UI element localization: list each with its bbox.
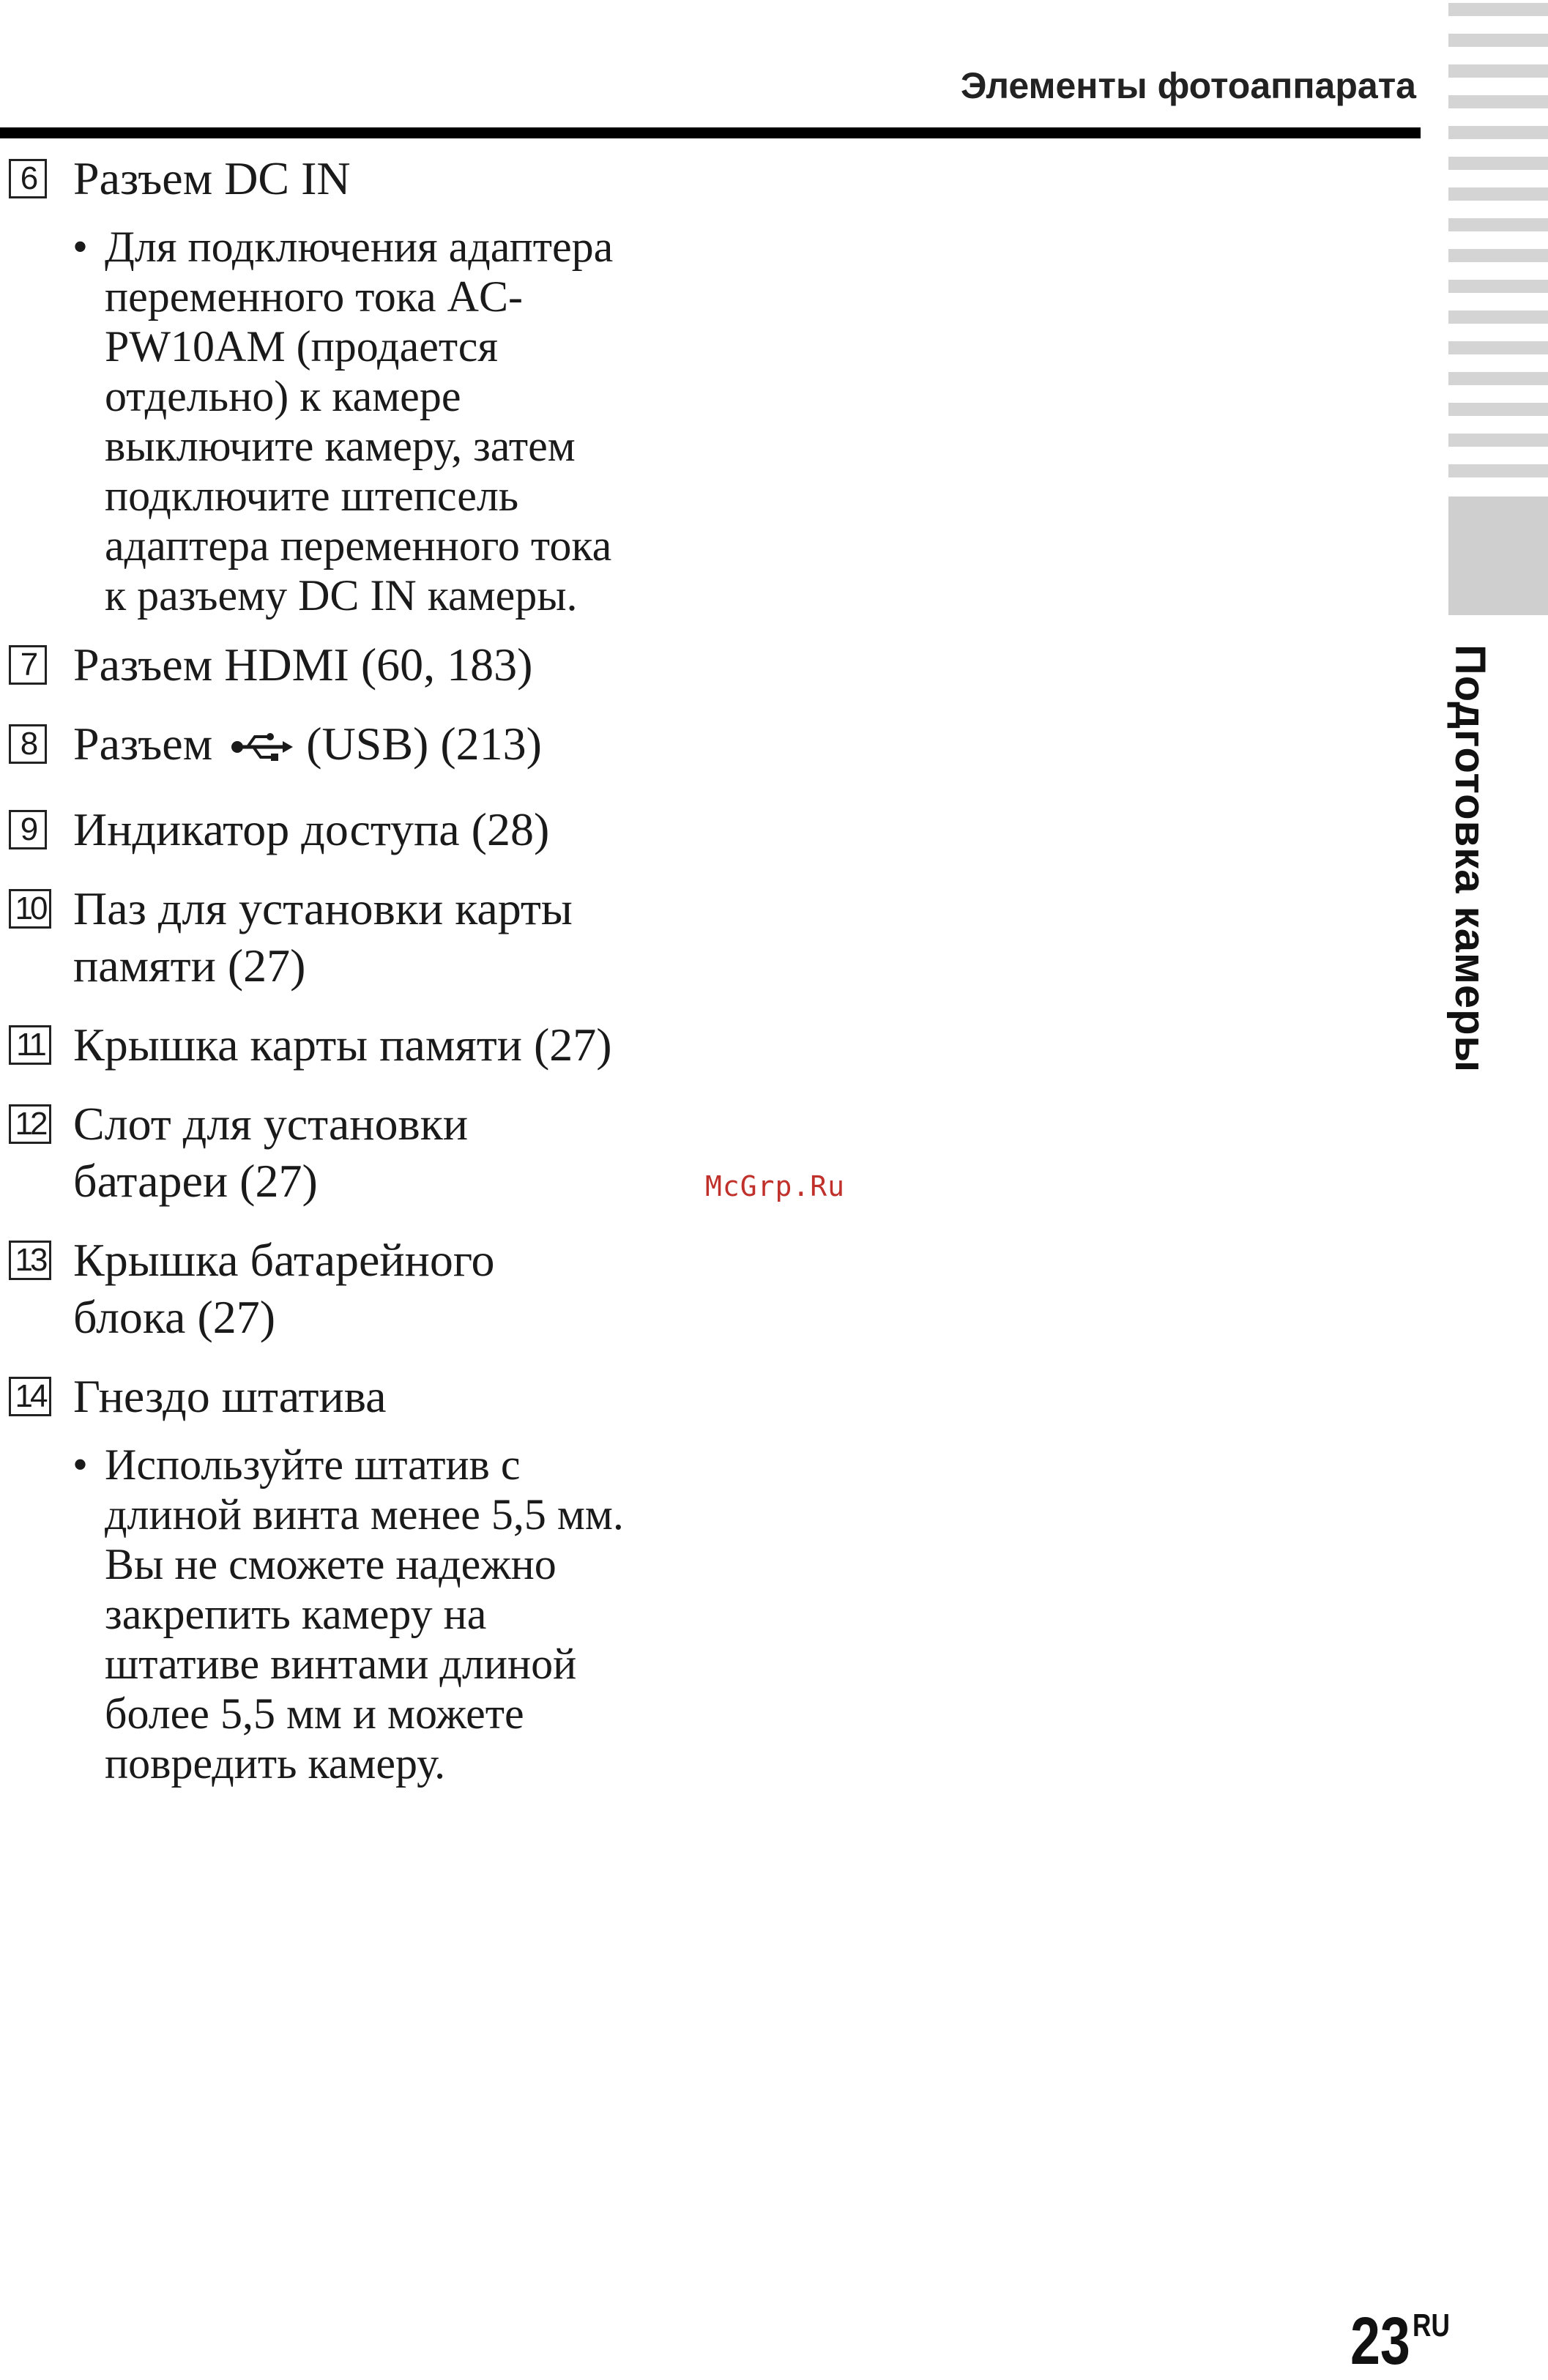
note-line: адаптера переменного тока [105,521,612,570]
list-item [0,801,703,858]
note-line: PW10AM (продается [105,322,499,371]
side-tab-marker [1448,403,1548,416]
bullet-icon: • [72,223,89,271]
item-number: 11 [9,1025,51,1065]
side-tab-marker [1448,34,1548,47]
note-line: закрепить камеру на [105,1590,487,1639]
page-number [1350,2303,1450,2380]
chapter-title: Подготовка камеры [1446,644,1494,1074]
item-label: Крышка карты памяти (27) [73,1019,612,1071]
item-number: 13 [9,1241,51,1280]
item-label: батареи (27) [73,1155,318,1208]
note-line: подключите штепсель [105,472,519,520]
item-number: 9 [9,810,47,849]
side-tab-marker [1448,280,1548,293]
item-label: Индикатор доступа (28) [73,803,550,856]
list-item [0,1232,703,1346]
note-line: к разъему DC IN камеры. [105,571,578,620]
item-number: 6 [9,159,47,198]
side-tab-marker [1448,157,1548,170]
note-line: повредить камеру. [105,1739,446,1788]
watermark: McGrp.Ru [705,1170,846,1202]
note-line: Используйте штатив с [105,1440,521,1490]
note-line: отдельно) к камере [105,372,461,420]
note-line: более 5,5 мм и можете [105,1689,524,1738]
item-number: 12 [9,1104,51,1144]
item-number: 10 [9,889,51,929]
side-tab-marker [1448,434,1548,447]
item-label: Разъем HDMI (60, 183) [73,639,533,691]
side-tab-marker [1448,3,1548,16]
parts-list [0,150,703,1804]
item-label: Крышка батарейного [73,1234,495,1287]
item-label: (USB) (213) [306,718,542,770]
list-item [0,636,703,693]
item-label: памяти (27) [73,940,306,992]
bullet-icon: • [72,1440,89,1490]
side-tab-active [1448,497,1548,615]
side-tab-marker [1448,341,1548,354]
note-line: переменного тока AC- [105,272,523,321]
note-line: Вы не сможете надежно [105,1540,557,1589]
item-number: 14 [9,1377,51,1416]
list-item [0,880,703,994]
side-tab-marker [1448,249,1548,262]
note-line: длиной винта менее 5,5 мм. [105,1490,624,1539]
item-number: 7 [9,645,47,685]
item-label: Разъем DC IN [73,152,351,204]
side-tab-marker [1448,372,1548,385]
side-tab-marker [1448,464,1548,477]
item-label: Гнездо штатива [73,1370,387,1423]
side-tab-marker [1448,64,1548,78]
list-item [0,1096,703,1210]
section-title: Элементы фотоаппарата [960,65,1416,106]
note-dc-in [72,222,676,620]
item-label: блока (27) [73,1291,276,1344]
note-tripod [72,1440,676,1788]
list-item [0,1368,703,1425]
item-label: Паз для установки карты [73,882,573,935]
item-label: Разъем [73,718,213,770]
page-language: RU [1413,2308,1450,2343]
item-number: 8 [9,724,47,764]
note-line: Для подключения адаптера [105,223,614,271]
list-item [0,1016,703,1074]
item-label: Слот для установки [73,1098,469,1150]
side-tab-marker [1448,126,1548,139]
side-tab-marker [1448,95,1548,108]
list-item [0,715,703,779]
header-divider [0,127,1421,138]
note-line: выключите камеру, затем [105,422,576,470]
side-tab-marker [1448,310,1548,324]
side-tab-marker [1448,187,1548,201]
side-tab-marker [1448,218,1548,231]
list-item [0,150,703,207]
usb-icon [228,718,293,775]
note-line: штативе винтами длиной [105,1640,577,1689]
page-number-value: 23 [1350,2304,1410,2379]
